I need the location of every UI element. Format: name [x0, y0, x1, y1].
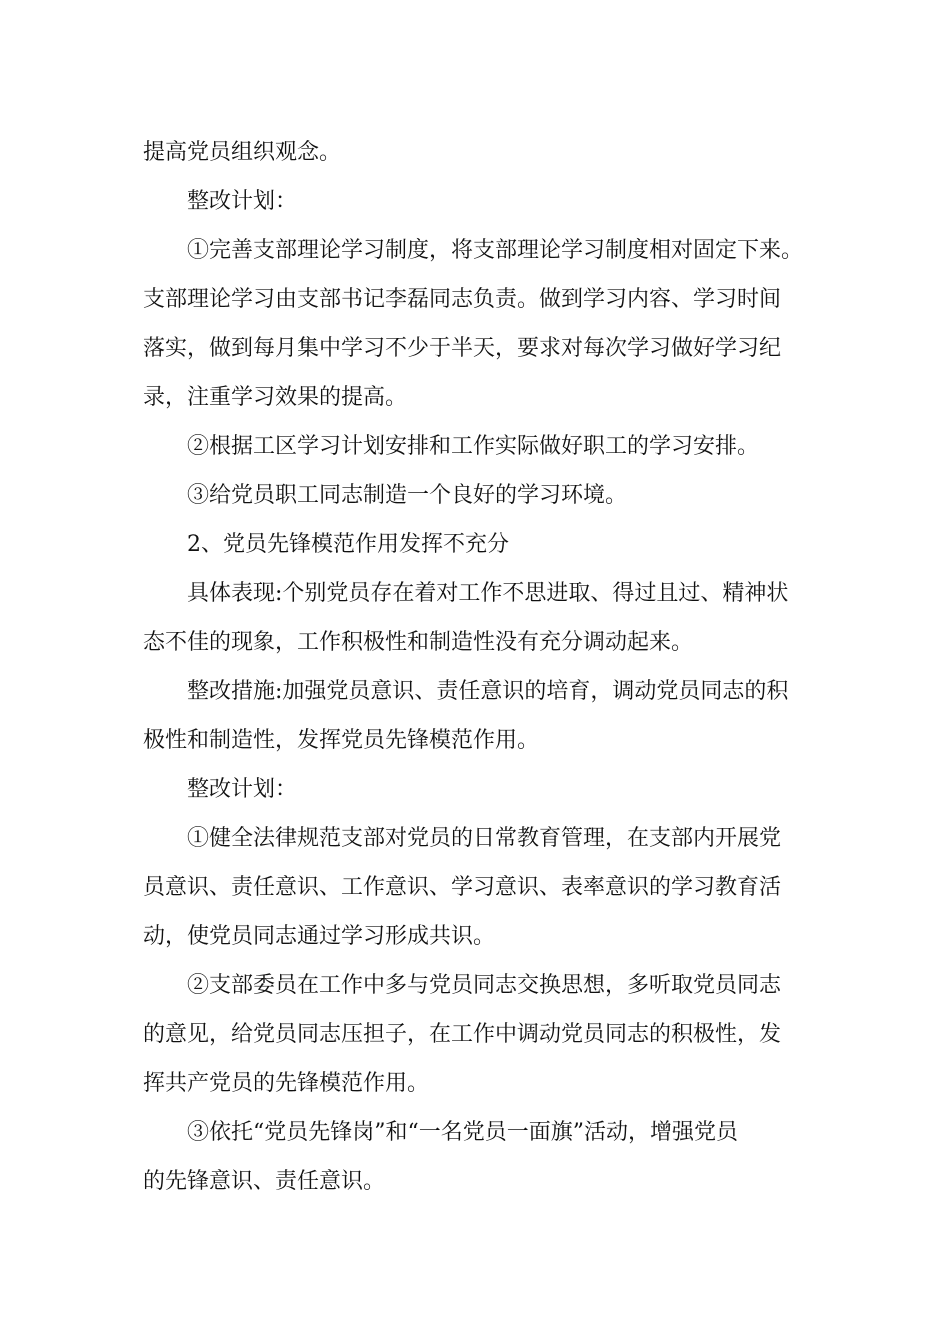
paragraph-11: [143, 961, 823, 1108]
text-line: 具体表现:个别党员存在着对工作不思进取、得过且过、精神状: [187, 581, 789, 606]
text-line: 极性和制造性，发挥党员先锋模范作用。: [143, 728, 540, 753]
text-line: 的意见，给党员同志压担子，在工作中调动党员同志的积极性，发: [143, 1022, 782, 1047]
text-line: 的先锋意识、责任意识。: [143, 1169, 386, 1194]
text-line: ①健全法律规范支部对党员的日常教育管理，在支部内开展党: [187, 826, 782, 851]
section-heading: [143, 520, 823, 569]
paragraph-10: [143, 814, 823, 961]
paragraph-2-heading: [143, 177, 823, 226]
text-line: 整改措施:加强党员意识、责任意识的培育，调动党员同志的积: [187, 679, 789, 704]
text-line: 提高党员组织观念。: [143, 140, 342, 165]
paragraph-4: [143, 422, 823, 471]
document-body: [143, 128, 823, 1206]
text-line: 落实，做到每月集中学习不少于半天，要求对每次学习做好学习纪: [143, 336, 782, 361]
text-line: 支部理论学习由支部书记李磊同志负责。做到学习内容、学习时间: [143, 287, 782, 312]
text-line: ②支部委员在工作中多与党员同志交换思想，多听取党员同志: [187, 973, 782, 998]
text-line: ②根据工区学习计划安排和工作实际做好职工的学习安排。: [187, 434, 760, 459]
paragraph-1: [143, 128, 823, 177]
text-line: 2、党员先锋模范作用发挥不充分: [187, 532, 509, 557]
text-line: 整改计划：: [187, 777, 298, 802]
paragraph-12: [143, 1108, 823, 1206]
paragraph-8: [143, 667, 823, 765]
text-line: 员意识、责任意识、工作意识、学习意识、表率意识的学习教育活: [143, 875, 782, 900]
paragraph-9-heading: [143, 765, 823, 814]
text-line: 态不佳的现象，工作积极性和制造性没有充分调动起来。: [143, 630, 694, 655]
text-line: ①完善支部理论学习制度，将支部理论学习制度相对固定下来。: [187, 238, 804, 263]
text-line: 整改计划：: [187, 189, 298, 214]
paragraph-5: [143, 471, 823, 520]
text-line: ③依托“党员先锋岗”和“一名党员一面旗”活动，增强党员: [187, 1120, 738, 1145]
paragraph-7: [143, 569, 823, 667]
paragraph-3: [143, 226, 823, 422]
text-line: ③给党员职工同志制造一个良好的学习环境。: [187, 483, 628, 508]
text-line: 录，注重学习效果的提高。: [143, 385, 408, 410]
text-line: 动，使党员同志通过学习形成共识。: [143, 924, 496, 949]
text-line: 挥共产党员的先锋模范作用。: [143, 1071, 430, 1096]
